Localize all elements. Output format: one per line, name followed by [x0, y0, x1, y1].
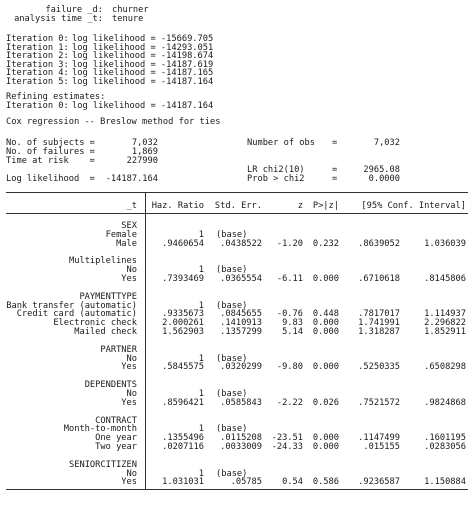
- row-label: No: [126, 389, 137, 399]
- iteration-label: Iteration 0:: [6, 34, 69, 44]
- row-label: No: [126, 265, 137, 276]
- row-label: Month-to-month: [63, 424, 137, 435]
- row-label: Credit card (automatic): [16, 309, 137, 320]
- row-label: Bank transfer (automatic): [6, 300, 137, 311]
- std-err: (base): [216, 353, 248, 364]
- row-label: Yes: [121, 477, 137, 488]
- hazard-ratio: 1: [198, 389, 204, 399]
- std-err: (base): [216, 229, 248, 240]
- ci-upper: .6508298: [424, 362, 466, 373]
- std-err: .0438522: [220, 238, 262, 249]
- hazard-ratio: .7393469: [162, 274, 204, 284]
- z-stat: -6.11: [276, 274, 303, 284]
- row-label: Yes: [121, 362, 137, 373]
- ci-lower: .015155: [363, 442, 400, 452]
- ci-upper: 1.150884: [424, 477, 466, 488]
- z-stat: 0.54: [282, 477, 303, 488]
- hazard-ratio: .9335673: [162, 309, 204, 320]
- ci-upper: .0283056: [424, 442, 466, 452]
- subjects-value: 7,032: [131, 138, 158, 148]
- table-header-rule: [6, 213, 468, 214]
- iteration-loglik: log likelihood = -14187.165: [72, 68, 214, 79]
- refining-label: Refining estimates:: [6, 92, 106, 102]
- ci-lower: .7521572: [358, 397, 400, 408]
- method-line: Cox regression -- Breslow method for ties: [6, 117, 221, 127]
- ci-lower: 1.741991: [358, 318, 400, 329]
- hazard-ratio: 1: [198, 229, 204, 240]
- p-value: 0.448: [312, 309, 339, 320]
- ci-lower: .5250335: [358, 362, 400, 373]
- failure-value: churner: [112, 5, 149, 15]
- group-title: PARTNER: [100, 344, 137, 355]
- group-title: PAYMENTTYPE: [79, 291, 137, 302]
- std-err: (base): [216, 265, 248, 276]
- ci-upper: 2.296822: [424, 318, 466, 329]
- hazard-ratio: .5845575: [162, 362, 204, 373]
- p-value: 0.232: [312, 238, 339, 249]
- row-label: One year: [95, 433, 137, 444]
- hazard-ratio: 1: [198, 353, 204, 364]
- z-stat: -2.22: [276, 397, 303, 408]
- col-header-ci: [95% Conf. Interval]: [361, 201, 466, 211]
- hazard-ratio: .1355496: [162, 433, 204, 444]
- hazard-ratio: 1: [198, 424, 204, 435]
- ci-upper: 1.036039: [424, 238, 466, 249]
- ci-upper: .1601195: [424, 433, 466, 444]
- hazard-ratio: 1: [198, 468, 204, 479]
- p-value: 0.026: [312, 397, 339, 408]
- row-label: Electronic check: [53, 318, 137, 329]
- p-value: 0.000: [312, 318, 339, 329]
- time-at-risk-label: Time at risk =: [6, 156, 95, 166]
- ci-lower: .6710618: [358, 274, 400, 284]
- nobs-eq: =: [332, 138, 338, 148]
- row-label: No: [126, 353, 137, 364]
- hazard-ratio: .8596421: [162, 397, 204, 408]
- std-err: .0115208: [220, 433, 262, 444]
- p-value: 0.000: [312, 442, 339, 452]
- z-stat: 5.14: [282, 327, 303, 337]
- prob-chi2-value: 0.0000: [368, 174, 400, 184]
- refining-iteration-text: log likelihood = -14187.164: [72, 101, 214, 111]
- failures-label: No. of failures =: [6, 147, 95, 157]
- group-title: SEX: [121, 221, 137, 231]
- col-header-t: _t: [126, 201, 137, 211]
- ci-lower: .9236587: [358, 477, 400, 488]
- iteration-loglik: log likelihood = -14198.674: [72, 51, 214, 62]
- p-value: 0.586: [312, 477, 339, 488]
- hazard-ratio: 1: [198, 265, 204, 276]
- ci-upper: .8145806: [424, 274, 466, 284]
- col-header-se: Std. Err.: [214, 201, 262, 211]
- analysis-time-label: analysis time _t:: [14, 14, 103, 24]
- prob-chi2-eq: =: [332, 174, 338, 184]
- hazard-ratio: 1.031031: [162, 477, 204, 488]
- row-label: Mailed check: [74, 327, 137, 337]
- ci-lower: .7817017: [358, 309, 400, 320]
- std-err: .0033009: [220, 442, 262, 452]
- group-title: DEPENDENTS: [84, 380, 137, 391]
- p-value: 0.000: [312, 274, 339, 284]
- row-label: Two year: [95, 442, 137, 452]
- iteration-loglik: log likelihood = -14187.619: [72, 59, 214, 70]
- std-err: (base): [216, 389, 248, 399]
- hazard-ratio: 1: [198, 300, 204, 311]
- nobs-label: Number of obs: [247, 138, 315, 148]
- std-err: .0585843: [220, 397, 262, 408]
- loglik-value: -14187.164: [105, 174, 158, 184]
- ci-upper: 1.852911: [424, 327, 466, 337]
- z-stat: -24.33: [271, 442, 303, 452]
- row-label: Yes: [121, 274, 137, 284]
- iteration-label: Iteration 4:: [6, 68, 69, 79]
- std-err: (base): [216, 468, 248, 479]
- analysis-time-value: tenure: [112, 14, 144, 24]
- p-value: 0.000: [312, 433, 339, 444]
- iteration-label: Iteration 1:: [6, 42, 69, 53]
- lr-chi2-value: 2965.08: [363, 165, 400, 175]
- ci-upper: 1.114937: [424, 309, 466, 320]
- iteration-label: Iteration 5:: [6, 77, 69, 87]
- row-label: No: [126, 468, 137, 479]
- hazard-ratio: .0207116: [162, 442, 204, 452]
- failure-label: failure _d:: [45, 5, 103, 15]
- time-at-risk-value: 227990: [126, 156, 158, 166]
- ci-lower: .8639052: [358, 238, 400, 249]
- iteration-loglik: log likelihood = -15669.705: [72, 34, 214, 44]
- col-header-hr: Haz. Ratio: [151, 201, 204, 211]
- ci-lower: .1147499: [358, 433, 400, 444]
- hazard-ratio: 2.000261: [162, 318, 204, 329]
- iteration-loglik: log likelihood = -14293.051: [72, 42, 214, 53]
- refining-iteration-label: Iteration 0:: [6, 101, 69, 111]
- ci-lower: 1.318287: [358, 327, 400, 337]
- row-label: Yes: [121, 397, 137, 408]
- std-err: .0320299: [220, 362, 262, 373]
- lr-chi2-eq: =: [332, 165, 338, 175]
- subjects-label: No. of subjects =: [6, 138, 95, 148]
- std-err: .0365554: [220, 274, 262, 284]
- lr-chi2-label: LR chi2(10): [247, 165, 305, 175]
- z-stat: -0.76: [276, 309, 303, 320]
- std-err: .0845655: [220, 309, 262, 320]
- table-bottom-rule: [6, 489, 468, 490]
- table-top-rule: [6, 192, 468, 193]
- col-header-z: z: [297, 201, 303, 211]
- row-label: Female: [105, 229, 137, 240]
- prob-chi2-label: Prob > chi2: [247, 174, 305, 184]
- group-title: CONTRACT: [95, 415, 137, 426]
- std-err: .1357299: [220, 327, 262, 337]
- col-header-p: P>|z|: [312, 201, 339, 211]
- iteration-label: Iteration 2:: [6, 51, 69, 62]
- z-stat: 9.83: [282, 318, 303, 329]
- nobs-value: 7,032: [373, 138, 400, 148]
- z-stat: -23.51: [271, 433, 303, 444]
- iteration-loglik: log likelihood = -14187.164: [72, 77, 214, 87]
- std-err: .1410913: [220, 318, 262, 329]
- loglik-label: Log likelihood =: [6, 174, 95, 184]
- p-value: 0.000: [312, 362, 339, 373]
- failures-value: 1,869: [131, 147, 158, 157]
- std-err: .05785: [230, 477, 262, 488]
- std-err: (base): [216, 424, 248, 435]
- iteration-label: Iteration 3:: [6, 59, 69, 70]
- hazard-ratio: .9460654: [162, 238, 204, 249]
- row-label: Male: [116, 238, 137, 249]
- group-title: SENIORCITIZEN: [69, 459, 137, 470]
- hazard-ratio: 1.562903: [162, 327, 204, 337]
- table-column-divider: [145, 192, 146, 489]
- z-stat: -9.80: [276, 362, 303, 373]
- z-stat: -1.20: [276, 238, 303, 249]
- ci-upper: .9824868: [424, 397, 466, 408]
- p-value: 0.000: [312, 327, 339, 337]
- group-title: Multiplelines: [69, 256, 137, 267]
- std-err: (base): [216, 300, 248, 311]
